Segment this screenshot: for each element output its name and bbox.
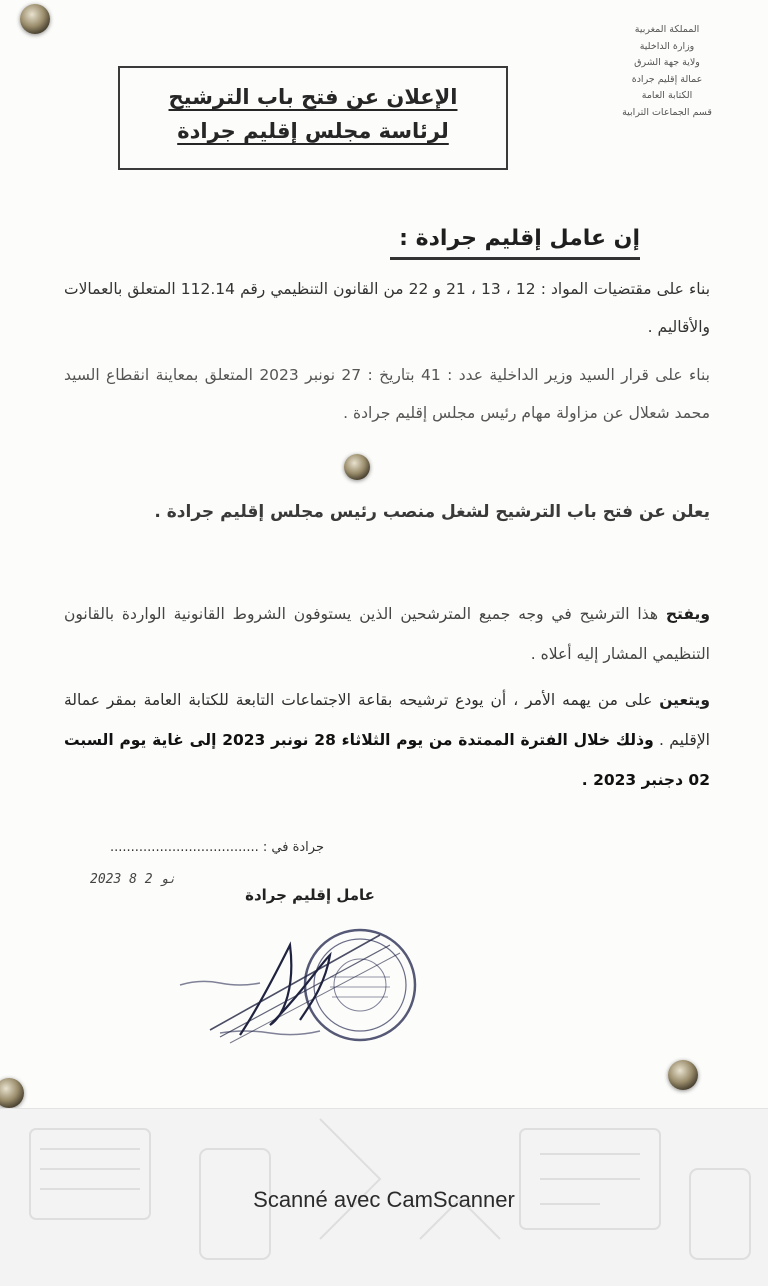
ministry-line: وزارة الداخلية bbox=[639, 40, 695, 52]
paragraph-body: على من يهمه الأمر ، أن يودع ترشيحه بقاعة الاجتماعات التابعة للكتابة العامة بمقر عمالة الإقليم . bbox=[64, 691, 710, 749]
governor-title: عامل إقليم جرادة bbox=[245, 886, 375, 904]
title-line-2: لرئاسة مجلس إقليم جرادة bbox=[177, 119, 449, 143]
paragraph-eligibility bbox=[64, 594, 710, 674]
ministry-line: الكتابة العامة bbox=[641, 90, 693, 101]
pushpin-icon bbox=[668, 1060, 698, 1090]
ministry-header bbox=[582, 22, 752, 121]
stamp-signature-graphic bbox=[160, 925, 440, 1075]
stamp-date: 2023 نو 2 8 bbox=[90, 872, 177, 887]
title-box bbox=[118, 66, 508, 170]
official-stamp-signature bbox=[160, 925, 440, 1075]
footer-caption: Scanné avec CamScanner bbox=[253, 1187, 515, 1212]
camscanner-footer bbox=[0, 1108, 768, 1286]
ministry-line: المملكة المغربية bbox=[634, 24, 700, 35]
ministry-line: ولاية جهة الشرق bbox=[634, 57, 700, 68]
paragraph-lead: ويتعين bbox=[659, 691, 710, 709]
paragraph-legal-basis: بناء على مقتضيات المواد : 12 ، 13 ، 21 و 22 من القانون التنظيمي رقم 112.14 المتعلق بالعمالات والأقاليم . bbox=[64, 280, 711, 336]
intro-heading: إن عامل إقليم جرادة : bbox=[390, 226, 640, 260]
paragraph-minister-decision: بناء على قرار السيد وزير الداخلية عدد : 41 بتاريخ : 27 نونبر 2023 المتعلق بمعاينة انقطاع السيد محمد شعلال عن مزاولة مهام رئيس مجلس إقليم جرادة . bbox=[64, 366, 710, 422]
pushpin-icon bbox=[0, 1078, 24, 1108]
ministry-line: قسم الجماعات الترابية bbox=[622, 106, 712, 118]
signature-date-line: جرادة في : .................................... bbox=[109, 840, 324, 855]
title-line-1: الإعلان عن فتح باب الترشيح bbox=[168, 85, 458, 109]
paragraph-period: وذلك خلال الفترة الممتدة من يوم الثلاثاء 28 نونبر 2023 إلى غاية يوم السبت 02 دجنبر 2023 . bbox=[64, 731, 710, 789]
paragraph-body: هذا الترشيح في وجه جميع المترشحين الذين يستوفون الشروط القانونية الواردة بالقانون التنظيمي المشار إليه أعلاه . bbox=[64, 605, 710, 663]
ministry-line: عمالة إقليم جرادة bbox=[631, 73, 703, 85]
pushpin-icon bbox=[20, 4, 50, 34]
paragraph-lead: ويفتح bbox=[665, 605, 710, 623]
paragraph-announcement: يعلن عن فتح باب الترشيح لشغل منصب رئيس مجلس إقليم جرادة . bbox=[154, 502, 710, 522]
paragraph-deposit bbox=[64, 680, 710, 800]
pushpin-icon bbox=[344, 454, 370, 480]
